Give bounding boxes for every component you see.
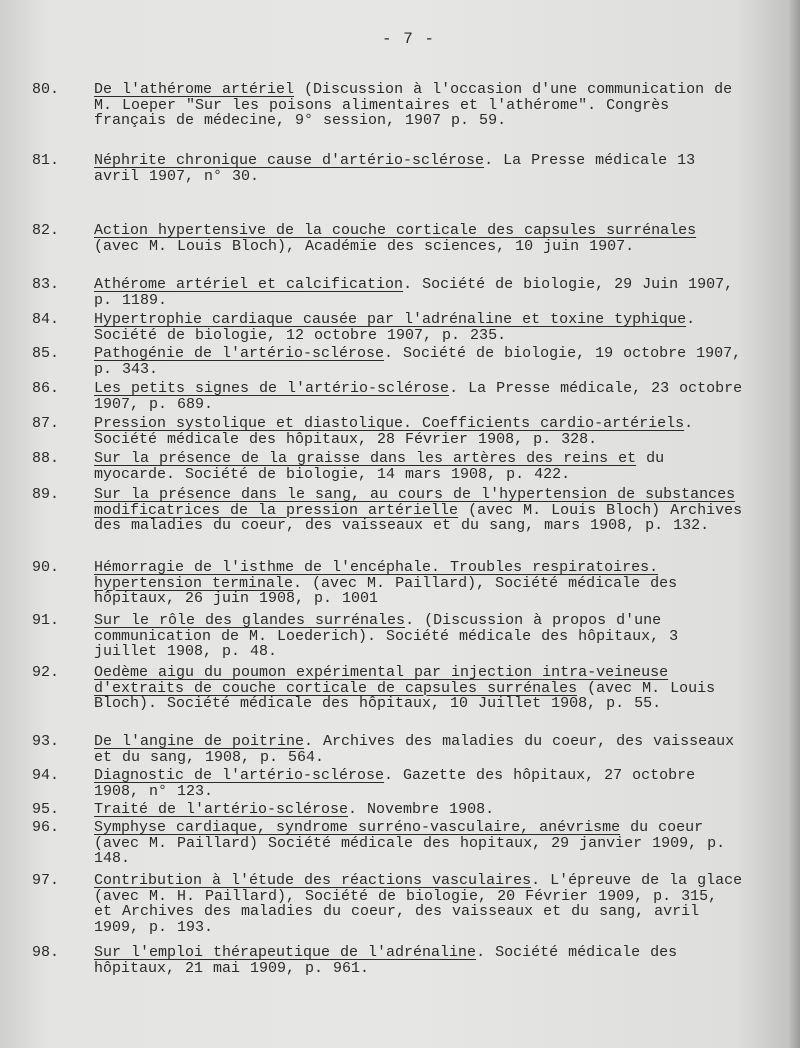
entry-details: (avec M. Louis Bloch), Académie des sciences, 10 juin 1907. [94, 237, 635, 255]
entry-number: 82. [32, 222, 60, 239]
entry-details: (avec M. Louis Bloch). Société médicale des hôpitaux, 10 Juillet 1908, p. 55. [94, 679, 716, 712]
entry-number: 92. [32, 664, 60, 681]
entry-text [94, 734, 744, 765]
entry-details: . (avec M. Paillard), Société médicale des hôpitaux, 26 juin 1908, p. 1001 [94, 574, 678, 607]
entry-details: . Société médicale des hôpitaux, 21 mai 1909, p. 961. [94, 944, 678, 977]
entry-number: 94. [32, 767, 60, 784]
entry-number: 96. [32, 819, 60, 836]
entry-number: 89. [32, 486, 60, 503]
entry-number: 95. [32, 801, 60, 818]
entry-number: 97. [32, 872, 60, 889]
entry-title: Oedème aigu du poumon expérimental par injection intra-veineuse d'extraits de couche corticale de capsules surrénales [94, 664, 669, 697]
entry-number: 87. [32, 415, 60, 432]
entry-details: . Archives des maladies du coeur, des vaisseaux et du sang, 1908, p. 564. [94, 733, 735, 766]
entry-details: . Société de biologie, 29 Juin 1907, p. 1189. [94, 276, 734, 309]
entry-text [94, 451, 744, 482]
page-number: - 7 - [382, 30, 436, 48]
entry-text [94, 153, 744, 184]
entry-details: (avec M. Louis Bloch) Archives des maladies du coeur, des vaisseaux et du sang, mars 1908, p. 132. [94, 501, 743, 534]
entry-text [94, 381, 744, 412]
entry-details: . Gazette des hôpitaux, 27 octobre 1908, n° 123. [94, 767, 696, 800]
entry-title: Sur la présence dans le sang, au cours de l'hypertension de substances modificatrices de la pression artérielle [94, 486, 736, 519]
entry-details: du myocarde. Société de biologie, 14 mars 1908, p. 422. [94, 450, 665, 483]
entry-text [94, 665, 744, 712]
entry-title: Diagnostic de l'artério-sclérose [94, 767, 385, 784]
entry-details: . L'épreuve de la glace (avec M. H. Paillard), Société de biologie, 20 Février 1909, p. 315, et Archives des maladies du coeur, des vaisseaux et du sang, avril 1909, p. 193. [94, 872, 743, 936]
entry-text [94, 768, 744, 799]
entry-text [94, 346, 744, 377]
entry-title: Sur la présence de la graisse dans les artères des reins et [94, 450, 637, 467]
entry-title: De l'athérome artériel [94, 81, 295, 98]
entry-number: 84. [32, 311, 60, 328]
entry-details: (Discussion à l'occasion d'une communication de M. Loeper "Sur les poisons alimentaires et l'athérome". Congrès français de médecine, 9° session, 1907 p. 59. [94, 81, 733, 129]
entry-text [94, 613, 744, 660]
entry-number: 85. [32, 345, 60, 362]
entry-text [94, 277, 744, 308]
entry-details: . La Presse médicale, 23 octobre 1907, p. 689. [94, 380, 743, 413]
entry-number: 88. [32, 450, 60, 467]
entry-text [94, 945, 744, 976]
entry-details: du coeur (avec M. Paillard) Société médicale des hopitaux, 29 janvier 1909, p. 148. [94, 819, 726, 867]
entry-title: Sur l'emploi thérapeutique de l'adrénaline [94, 944, 477, 961]
entry-title: Hémorragie de l'isthme de l'encéphale. Troubles respiratoires. hypertension terminale [94, 559, 659, 592]
entry-text [94, 312, 744, 343]
entry-text [94, 487, 744, 534]
entry-number: 86. [32, 380, 60, 397]
entry-title: Néphrite chronique cause d'artério-sclérose [94, 152, 485, 169]
entry-number: 80. [32, 81, 60, 98]
entry-details: . Novembre 1908. [348, 801, 495, 818]
entry-text [94, 82, 744, 129]
entry-number: 98. [32, 944, 60, 961]
entry-number: 91. [32, 612, 60, 629]
entry-title: De l'angine de poitrine [94, 733, 305, 750]
entry-title: Pression systolique et diastolique. Coefficients cardio-artériels [94, 415, 685, 432]
entry-text [94, 820, 744, 867]
entry-number: 93. [32, 733, 60, 750]
entry-title: Les petits signes de l'artério-sclérose [94, 380, 450, 397]
entry-text [94, 223, 744, 254]
entry-number: 81. [32, 152, 60, 169]
entry-title: Action hypertensive de la couche corticale des capsules surrénales [94, 222, 697, 239]
entry-title: Athérome artériel et calcification [94, 276, 404, 293]
entry-title: Hypertrophie cardiaque causée par l'adrénaline et toxine typhique [94, 311, 687, 328]
entry-text [94, 416, 744, 447]
entry-number: 90. [32, 559, 60, 576]
entry-details: . Société de biologie, 12 octobre 1907, p. 235. [94, 311, 696, 344]
entry-text [94, 802, 744, 818]
entry-title: Pathogénie de l'artério-sclérose [94, 345, 385, 362]
entry-title: Traité de l'artério-sclérose [94, 801, 349, 818]
entry-title: Contribution à l'étude des réactions vasculaires [94, 872, 532, 889]
page-edge-shadow [790, 0, 800, 1048]
entry-details: . La Presse médicale 13 avril 1907, n° 30. [94, 152, 696, 185]
entry-details: . Société médicale des hôpitaux, 28 Février 1908, p. 328. [94, 415, 694, 448]
entry-title: Symphyse cardiaque, syndrome surréno-vasculaire, anévrisme [94, 819, 621, 836]
entry-text [94, 873, 744, 935]
entry-text [94, 560, 744, 607]
entry-details: . (Discussion à propos d'une communication de M. Loederich). Société médicale des hôpitaux, 3 juillet 1908, p. 48. [94, 612, 679, 660]
entry-number: 83. [32, 276, 60, 293]
entry-details: . Société de biologie, 19 octobre 1907, p. 343. [94, 345, 742, 378]
entry-title: Sur le rôle des glandes surrénales [94, 612, 406, 629]
